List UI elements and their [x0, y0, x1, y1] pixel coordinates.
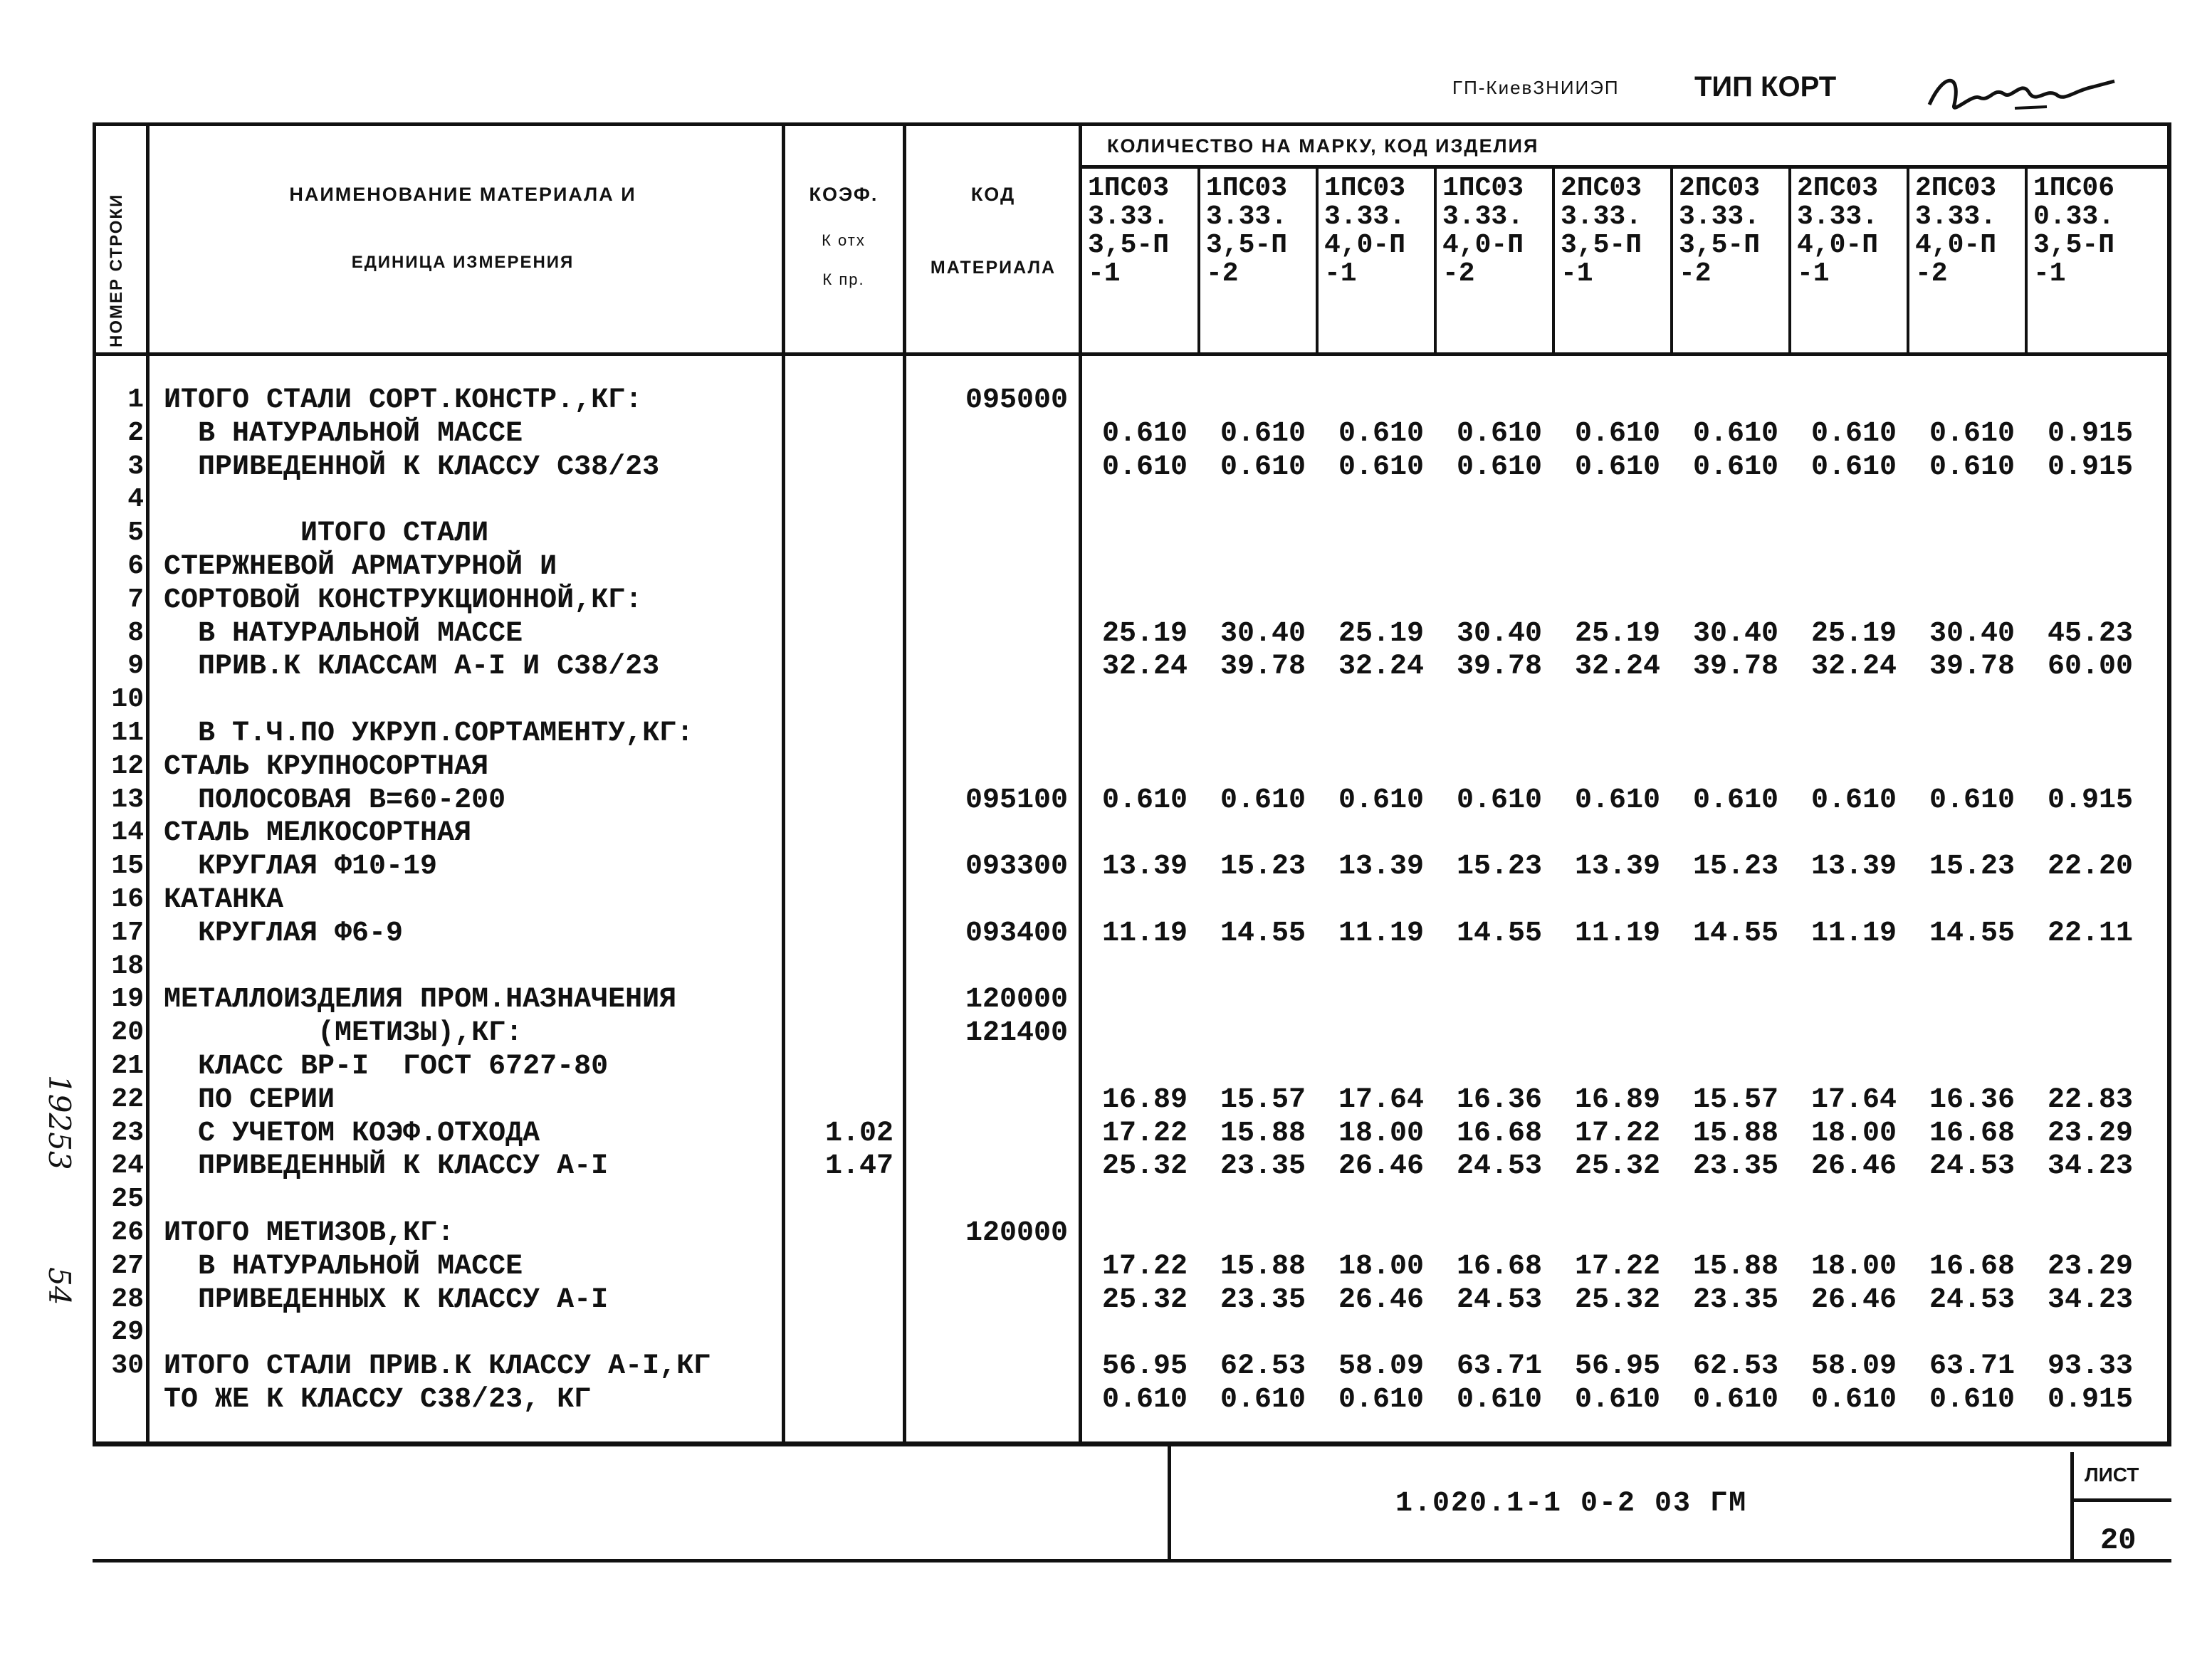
quantity-value: 60.00: [2047, 651, 2134, 683]
material-name: КРУГЛАЯ Ф6-9: [164, 918, 404, 950]
material-name: ПРИВЕДЕННЫЙ К КЛАССУ А-I: [164, 1150, 609, 1182]
quantity-value: 39.78: [1456, 651, 1543, 683]
quantity-value: 32.24: [1101, 651, 1188, 683]
material-name: (МЕТИЗЫ),КГ:: [164, 1017, 523, 1049]
quantity-value: 56.95: [1574, 1350, 1661, 1382]
quantity-value: 16.68: [1456, 1251, 1543, 1283]
quantity-value: 23.35: [1692, 1150, 1779, 1182]
row-number: 1: [127, 384, 144, 415]
quantity-value: 26.46: [1338, 1150, 1425, 1182]
material-name: ПРИВЕДЕННОЙ К КЛАССУ С38/23: [164, 451, 660, 483]
quantity-value: 16.68: [1456, 1118, 1543, 1150]
material-name: ПРИВ.К КЛАССАМ А-I И С38/23: [164, 651, 660, 683]
divider-rownum: [146, 122, 150, 1446]
quantity-value: 63.71: [1456, 1350, 1543, 1382]
row-number: 25: [111, 1184, 144, 1214]
quantity-value: 0.610: [1810, 784, 1897, 816]
quantity-value: 25.32: [1574, 1284, 1661, 1316]
side-page-number: 54: [42, 1267, 77, 1306]
mark-code: 1ПС03 3.33. 4,0-П -1: [1324, 173, 1406, 289]
quantity-value: 0.610: [1220, 451, 1306, 483]
quantity-value: 25.19: [1338, 618, 1425, 650]
material-name: ТО ЖЕ К КЛАССУ С38/23, КГ: [164, 1384, 592, 1416]
quantity-value: 0.610: [1574, 784, 1661, 816]
quantity-value: 24.53: [1929, 1150, 2016, 1182]
quantity-value: 15.88: [1692, 1251, 1779, 1283]
quantity-value: 93.33: [2047, 1350, 2134, 1382]
quantity-value: 0.610: [1101, 418, 1188, 450]
coefficient: 1.47: [824, 1150, 893, 1182]
row-number: 27: [111, 1251, 144, 1281]
row-number: 15: [111, 851, 144, 881]
quantity-value: 14.55: [1692, 918, 1779, 950]
quantity-value: 0.610: [1810, 418, 1897, 450]
mark-code: 2ПС03 3.33. 3,5-П -1: [1561, 173, 1642, 289]
material-code: 095100: [965, 784, 1068, 816]
quantity-value: 17.64: [1338, 1084, 1425, 1116]
quantity-value: 13.39: [1338, 851, 1425, 883]
quantity-value: 39.78: [1220, 651, 1306, 683]
quantity-value: 0.610: [1338, 418, 1425, 450]
quantity-value: 25.32: [1101, 1150, 1188, 1182]
side-inventory-number: 19253: [42, 1075, 77, 1170]
material-name: В НАТУРАЛЬНОЙ МАССЕ: [164, 1251, 523, 1283]
quantity-value: 0.610: [1574, 418, 1661, 450]
quantity-value: 16.89: [1101, 1084, 1188, 1116]
quantity-value: 24.53: [1456, 1284, 1543, 1316]
quantity-value: 0.610: [1220, 784, 1306, 816]
quantity-value: 58.09: [1338, 1350, 1425, 1382]
divider-table-bottom: [93, 1441, 2171, 1445]
row-number: 30: [111, 1350, 144, 1381]
quantity-value: 32.24: [1574, 651, 1661, 683]
material-name: КРУГЛАЯ Ф10-19: [164, 851, 438, 883]
quantity-value: 18.00: [1338, 1118, 1425, 1150]
material-name: В Т.Ч.ПО УКРУП.СОРТАМЕНТУ,КГ:: [164, 718, 694, 750]
material-name: СОРТОВОЙ КОНСТРУКЦИОННОЙ,КГ:: [164, 584, 643, 616]
quantity-value: 30.40: [1692, 618, 1779, 650]
document-number: 1.020.1-1 0-2 03 ГМ: [1395, 1488, 1748, 1520]
material-name: СТАЛЬ МЕЛКОСОРТНАЯ: [164, 817, 472, 849]
sheet-box-divider: [2070, 1498, 2171, 1502]
quantity-value: 18.00: [1810, 1251, 1897, 1283]
divider-coef: [903, 122, 906, 1446]
quantity-value: 23.35: [1220, 1150, 1306, 1182]
quantity-value: 0.915: [2047, 1384, 2134, 1416]
top-stamp-org: ГП-КиевЗНИИЭП: [1452, 77, 1620, 98]
quantity-value: 32.24: [1338, 651, 1425, 683]
title-block-divider: [1168, 1441, 1171, 1562]
material-name: С УЧЕТОМ КОЭФ.ОТХОДА: [164, 1118, 540, 1150]
row-number: 4: [127, 484, 144, 515]
quantity-value: 0.610: [1220, 418, 1306, 450]
quantity-value: 0.610: [1456, 1384, 1543, 1416]
quantity-value: 30.40: [1220, 618, 1306, 650]
row-number: 11: [111, 718, 144, 748]
quantity-value: 11.19: [1574, 918, 1661, 950]
quantity-value: 0.610: [1101, 784, 1188, 816]
material-name: В НАТУРАЛЬНОЙ МАССЕ: [164, 418, 523, 450]
coefficient: 1.02: [824, 1118, 893, 1150]
quantity-value: 18.00: [1338, 1251, 1425, 1283]
row-number: 20: [111, 1017, 144, 1048]
quantity-value: 15.23: [1220, 851, 1306, 883]
mark-code: 1ПС06 0.33. 3,5-П -1: [2033, 173, 2115, 289]
quantity-value: 13.39: [1810, 851, 1897, 883]
quantity-value: 15.88: [1220, 1118, 1306, 1150]
quantity-value: 18.00: [1810, 1118, 1897, 1150]
row-number: 29: [111, 1317, 144, 1348]
divider-name: [782, 122, 785, 1446]
row-number: 13: [111, 784, 144, 815]
sheet-number: 20: [2100, 1523, 2137, 1558]
row-number: 14: [111, 817, 144, 848]
row-number: 22: [111, 1084, 144, 1115]
header-code-line1: КОД: [970, 184, 1016, 205]
row-number: 6: [127, 551, 144, 582]
quantity-value: 32.24: [1810, 651, 1897, 683]
quantity-value: 14.55: [1929, 918, 2016, 950]
quantity-value: 0.610: [1929, 418, 2016, 450]
mark-code: 2ПС03 3.33. 4,0-П -1: [1797, 173, 1879, 289]
quantity-value: 39.78: [1692, 651, 1779, 683]
mark-code: 1ПС03 3.33. 3,5-П -1: [1088, 173, 1170, 289]
quantity-value: 25.19: [1810, 618, 1897, 650]
material-code: 093400: [965, 918, 1068, 950]
row-number: 9: [127, 651, 144, 681]
row-number: 10: [111, 684, 144, 715]
quantity-value: 0.915: [2047, 451, 2134, 483]
quantity-value: 63.71: [1929, 1350, 2016, 1382]
quantity-value: 17.64: [1810, 1084, 1897, 1116]
quantity-value: 23.35: [1220, 1284, 1306, 1316]
quantity-value: 17.22: [1574, 1118, 1661, 1150]
row-number: 24: [111, 1150, 144, 1181]
material-name: КАТАНКА: [164, 884, 284, 916]
quantity-value: 25.19: [1101, 618, 1188, 650]
row-number: 5: [127, 518, 144, 548]
quantity-value: 17.22: [1101, 1251, 1188, 1283]
material-name: ПОЛОСОВАЯ В=60-200: [164, 784, 506, 816]
material-code: 120000: [965, 984, 1068, 1016]
quantity-value: 34.23: [2047, 1150, 2134, 1182]
material-code: 120000: [965, 1217, 1068, 1249]
quantity-value: 45.23: [2047, 618, 2134, 650]
row-number: 19: [111, 984, 144, 1014]
material-name: СТЕРЖНЕВОЙ АРМАТУРНОЙ И: [164, 551, 557, 583]
mark-code: 1ПС03 3.33. 4,0-П -2: [1442, 173, 1524, 289]
header-name-line2: ЕДИНИЦА ИЗМЕРЕНИЯ: [351, 253, 575, 272]
row-number: 12: [111, 751, 144, 782]
quantity-value: 0.610: [1456, 451, 1543, 483]
quantity-value: 15.23: [1929, 851, 2016, 883]
mark-code: 2ПС03 3.33. 3,5-П -2: [1679, 173, 1761, 289]
quantity-value: 0.610: [1338, 1384, 1425, 1416]
quantity-value: 0.610: [1101, 451, 1188, 483]
row-number: 8: [127, 618, 144, 648]
quantity-value: 14.55: [1456, 918, 1543, 950]
quantity-value: 25.32: [1101, 1284, 1188, 1316]
quantity-value: 0.610: [1220, 1384, 1306, 1416]
quantity-value: 23.29: [2047, 1118, 2134, 1150]
row-number: 2: [127, 418, 144, 448]
row-number: 7: [127, 584, 144, 615]
quantity-value: 0.610: [1692, 784, 1779, 816]
quantity-value: 15.57: [1692, 1084, 1779, 1116]
quantity-value: 0.610: [1456, 784, 1543, 816]
row-number: 23: [111, 1118, 144, 1148]
quantity-value: 0.610: [1692, 418, 1779, 450]
quantity-value: 25.32: [1574, 1150, 1661, 1182]
row-number: 26: [111, 1217, 144, 1248]
quantity-value: 13.39: [1574, 851, 1661, 883]
row-number: 3: [127, 451, 144, 482]
header-name-line1: НАИМЕНОВАНИЕ МАТЕРИАЛА И: [289, 184, 636, 205]
quantity-value: 23.35: [1692, 1284, 1779, 1316]
quantity-value: 0.610: [1574, 1384, 1661, 1416]
material-name: ИТОГО СТАЛИ СОРТ.КОНСТР.,КГ:: [164, 384, 643, 416]
quantity-value: 26.46: [1810, 1150, 1897, 1182]
divider-code: [1079, 122, 1082, 1446]
quantity-value: 16.36: [1929, 1084, 2016, 1116]
quantity-value: 0.610: [1810, 1384, 1897, 1416]
quantity-value: 0.610: [1338, 451, 1425, 483]
quantity-value: 0.610: [1929, 784, 2016, 816]
signature-image: [1922, 65, 2122, 122]
quantity-value: 11.19: [1101, 918, 1188, 950]
material-name: В НАТУРАЛЬНОЙ МАССЕ: [164, 618, 523, 650]
material-code: 093300: [965, 851, 1068, 883]
quantity-value: 15.57: [1220, 1084, 1306, 1116]
header-coef-line3: К пр.: [822, 271, 865, 288]
quantity-value: 15.23: [1692, 851, 1779, 883]
material-name: ПО СЕРИИ: [164, 1084, 335, 1116]
row-number: 18: [111, 951, 144, 982]
divider-header-bottom: [93, 352, 2171, 356]
quantity-value: 13.39: [1101, 851, 1188, 883]
mark-code: 1ПС03 3.33. 3,5-П -2: [1206, 173, 1288, 289]
quantity-value: 11.19: [1338, 918, 1425, 950]
quantity-value: 24.53: [1456, 1150, 1543, 1182]
header-coef-line1: КОЭФ.: [809, 184, 879, 205]
quantity-value: 0.610: [1101, 1384, 1188, 1416]
quantity-value: 22.20: [2047, 851, 2134, 883]
quantity-value: 26.46: [1810, 1284, 1897, 1316]
quantity-value: 34.23: [2047, 1284, 2134, 1316]
material-name: ИТОГО СТАЛИ ПРИВ.К КЛАССУ А-I,КГ: [164, 1350, 711, 1382]
quantity-value: 14.55: [1220, 918, 1306, 950]
material-name: ИТОГО СТАЛИ: [164, 518, 489, 550]
quantity-value: 0.610: [1692, 1384, 1779, 1416]
row-number: 17: [111, 918, 144, 948]
quantity-value: 17.22: [1101, 1118, 1188, 1150]
quantity-value: 11.19: [1810, 918, 1897, 950]
quantity-value: 39.78: [1929, 651, 2016, 683]
sheet-box-left: [2070, 1452, 2074, 1559]
material-name: ПРИВЕДЕННЫХ К КЛАССУ А-I: [164, 1284, 609, 1316]
divider-quantity-header: [1079, 165, 2171, 169]
quantity-value: 16.89: [1574, 1084, 1661, 1116]
row-number: 21: [111, 1051, 144, 1081]
quantity-value: 30.40: [1929, 618, 2016, 650]
quantity-value: 22.11: [2047, 918, 2134, 950]
header-quantity: КОЛИЧЕСТВО НА МАРКУ, КОД ИЗДЕЛИЯ: [1107, 135, 1539, 157]
quantity-value: 15.88: [1220, 1251, 1306, 1283]
quantity-value: 58.09: [1810, 1350, 1897, 1382]
quantity-value: 15.23: [1456, 851, 1543, 883]
quantity-value: 30.40: [1456, 618, 1543, 650]
header-row-number: НОМЕР СТРОКИ: [107, 193, 126, 347]
quantity-value: 62.53: [1220, 1350, 1306, 1382]
quantity-value: 16.68: [1929, 1251, 2016, 1283]
sheet-label: ЛИСТ: [2085, 1464, 2139, 1486]
material-name: МЕТАЛЛОИЗДЕЛИЯ ПРОМ.НАЗНАЧЕНИЯ: [164, 984, 677, 1016]
quantity-value: 26.46: [1338, 1284, 1425, 1316]
quantity-value: 16.36: [1456, 1084, 1543, 1116]
quantity-value: 0.610: [1929, 1384, 2016, 1416]
row-number: 16: [111, 884, 144, 915]
quantity-value: 0.610: [1574, 451, 1661, 483]
top-stamp-label: ТИП КОРТ: [1694, 71, 1837, 103]
quantity-value: 62.53: [1692, 1350, 1779, 1382]
quantity-value: 56.95: [1101, 1350, 1188, 1382]
material-code: 095000: [965, 384, 1068, 416]
quantity-value: 22.83: [2047, 1084, 2134, 1116]
quantity-value: 0.610: [1338, 784, 1425, 816]
material-name: СТАЛЬ КРУПНОСОРТНАЯ: [164, 751, 489, 783]
quantity-value: 0.610: [1456, 418, 1543, 450]
header-coef-line2: К отх: [822, 231, 866, 249]
header-code-line2: МАТЕРИАЛА: [930, 258, 1057, 278]
quantity-value: 24.53: [1929, 1284, 2016, 1316]
material-name: КЛАСС ВР-I ГОСТ 6727-80: [164, 1051, 609, 1083]
mark-code: 2ПС03 3.33. 4,0-П -2: [1915, 173, 1997, 289]
quantity-value: 23.29: [2047, 1251, 2134, 1283]
material-name: ИТОГО МЕТИЗОВ,КГ:: [164, 1217, 455, 1249]
quantity-value: 25.19: [1574, 618, 1661, 650]
title-block-bottom: [93, 1559, 2171, 1562]
row-number: 28: [111, 1284, 144, 1315]
quantity-value: 15.88: [1692, 1118, 1779, 1150]
quantity-value: 17.22: [1574, 1251, 1661, 1283]
quantity-value: 16.68: [1929, 1118, 2016, 1150]
quantity-value: 0.610: [1810, 451, 1897, 483]
quantity-value: 0.915: [2047, 784, 2134, 816]
material-code: 121400: [965, 1017, 1068, 1049]
quantity-value: 0.915: [2047, 418, 2134, 450]
quantity-value: 0.610: [1692, 451, 1779, 483]
quantity-value: 0.610: [1929, 451, 2016, 483]
